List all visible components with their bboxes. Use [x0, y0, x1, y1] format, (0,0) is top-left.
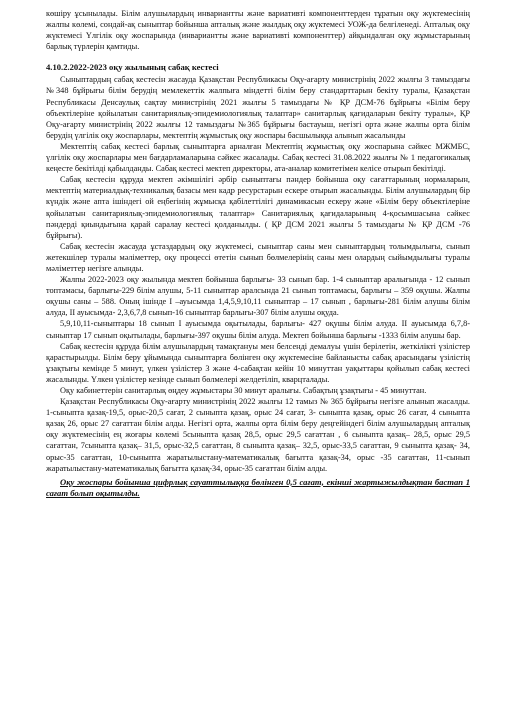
body-paragraph-9: Қазақстан Республикасы Оқу-ағарту министрінің 2022 жылғы 12 тамыз № 365 бұйрығы негізге алынып жасалды. 1-сыныпта қазақ-19,5, орыс-20,5 сағат, 2 сыныпта қазақ, орыс 24 сағат, 3- сыныпта қазақ, орыс 26 сағат, 4 сыныпта қазақ 26, орыс 27 сағаттан білім алды. Негізгі орта, жалпы орта білім беру деңгейіндегі білім алушылардың апталық оқу жүктемесінің ең жоғары көлемі 5сыныпта қазақ 28,5, орыс 29,5 сағаттан , 6 сыныпта қазақ– 28,5, орыс 29,5 сағаттан, 7сыныпта қазақ– 31,5, орыс-32,5 сағаттан, 8 сыныпта қазақ– 32,5, орыс-33,5 сағаттан, 9 сыныпта қазақ- 34, орыс-35 сағаттан, 10-сыныпта жаратылыстану-математикалық бағытта қазақ-34, орыс -35 сағаттан, 11-сынып жаратылыстану-математикалық бағытта қазақ-34, орыс-35 сағаттан білім алды. — [46, 397, 470, 473]
body-paragraph-8: Оқу кабинеттерін санитарлық өңдеу жұмыстары 30 минут аралығы. Сабақтың ұзақтығы - 45 минуттан. — [60, 386, 427, 395]
body-paragraph-1: Сыныптардың сабақ кестесін жасауда Қазақстан Республикасы Оқу-ағарту министрінің 2022 жылғы 3 тамыздағы №348 бұйрығы білім берудің мемлекеттік жалпыға міндетті білім беру стандарттарын бекіту туралы, Қазақстан Республикасы Денсаулық сақтау министрінің 2021 жылғы 5 тамыздағы № ҚР ДСМ-76 бұйрығы «Білім беру объектілеріне қойылатын санитариялық-эпидемиологиялық талаптар» санитарлық қағидаларын бекіту туралы», ҚР Оқу-ағарту министрінің 2022 жылғы 12 тамыздағы №365 бұйрығы бастауыш, негізгі орта және жалпы орта білім берудің үлгілік оқу жоспарлары, мектептің жұмыстық оқу жоспары басшылыққа алынып жасалынды — [46, 75, 470, 140]
final-note: Оқу жоспары бойынша цифрлық сауаттылыққа бөлінген 0,5 сағат, екінші жартыжылдықтан бастап 1 сағат болып оқытылды. — [46, 476, 470, 499]
body-paragraph-3: Сабақ кестесін құруда мектеп әкімшілігі әрбір сыныптағы пәндер бойынша оқу сағаттарының нормаларын, мектептің материалдық-техникалық базасы мен кадр ресурстарын ескере отырып жасалынды. Білім алушылардың бір күндік және апта ішіндегі ой еңбегінің жұмысқа қабілеттілігі динамикасын ескеру және «Білім беру объектілеріне қойылатын санитариялық-эпидемиологиялық талаптар» Санитариялық қағидаларының 4-қосымшасына сәйкес пәндерді қиындығына қарай саралау кестесі қолданылды. ( ҚР ДСМ 2021 жылғы 5 тамыздағы № ҚР ДСМ -76 бұйрығы). — [46, 175, 470, 240]
body-paragraph-2: Мектептің сабақ кестесі барлық сыныптарға арналған Мектептің жұмыстық оқу жоспарына сәйкес МЖМБС, үлгілік оқу жоспарлары мен бағдарламаларына сәйкес жасалады. Сабақ кестесі 31.08.2022 жылғы № 1 педагогикалық кеңесте бекітілді қабылданды. Сабақ кестесі мектеп директоры, ата-аналар комитетімен келісе отырып бекітілді. — [46, 141, 470, 174]
body-paragraph-5: Жалпы 2022-2023 оқу жылында мектеп бойынша барлығы- 33 сынып бар. 1-4 сыныптар аралығында - 12 сынып топтамасы, барлығы-229 білім алушы, 5-11 сыныптар аралсында 21 сынып топтамасы, барлығы – 359 оқушы. Жалпы оқушы саны – 588. Оның ішінде І –ауысымда 1,4,5,9,10,11 сыныптар – 17 сынып , барлығы-281 білім алушы білім алуда, ІІ ауысымда- 2,3,6,7,8 сынып-16 сыныптар барлығы-307 білім алушы оқуда. — [46, 275, 470, 318]
body-paragraph-6: 5,9,10,11-сыныптары 18 сынып І ауысымда оқытылады, барлығы- 427 оқушы білім алуда. ІІ ауысымда 6,7,8- сыныптар 17 сынып оқытылады, барлығы-397 оқушы білім алуда. Мектеп бойынша барлығы -1333 білім алушы бар. — [46, 319, 470, 340]
section-heading: 4.10.2.2022-2023 оқу жылының сабақ кестесі — [46, 62, 219, 73]
intro-paragraph: көшіру ұсынылады. Білім алушылардың инвариантты және вариативті компоненттерден тұратын оқу жүктемесінің жалпы көлемі, сондай-ақ сыныптар бойынша апталық және жылдық оқу жүктемесі УОЖ-да белгіленеді. Апталық оқу жүктемесі Үлгілік оқу жоспарында (инвариантты және вариативті компоненттер) айқындалған оқу жұмыстарының барлық түрлерін қамтиды. — [46, 9, 470, 52]
body-paragraph-7: Сабақ кестесін құруда білім алушылардың тамақтануы мен белсенді демалуы үшін берілетін, жеткілікті үзілістер қарастырылды. Білім беру ұйымында сыныптарға бөлінген оқу жүктемесіне байланысты сабақ арасындағы үзілістің ұзақтығы кемінде 5 минут, үлкен үзілістер 3 және 4-сабақтан кейін 10 минуттан уақыттары қойылып сабақ кестесі жасалынды. Үлкен үзілістер кезінде сынып бөлмелері желдетіліп, кварцталады. — [46, 341, 470, 384]
body-paragraph-4: Сабақ кестесін жасауда ұстаздардың оқу жүктемесі, сыныптар саны мен сыныптардың толымдылығы, сынып жетекшілер туралы мәліметтер, оқу процессі өтетін сынып бөлмелерінің саны мен олардың сыйымдылығы туралы мәліметтер негізге алынды. — [46, 241, 470, 273]
